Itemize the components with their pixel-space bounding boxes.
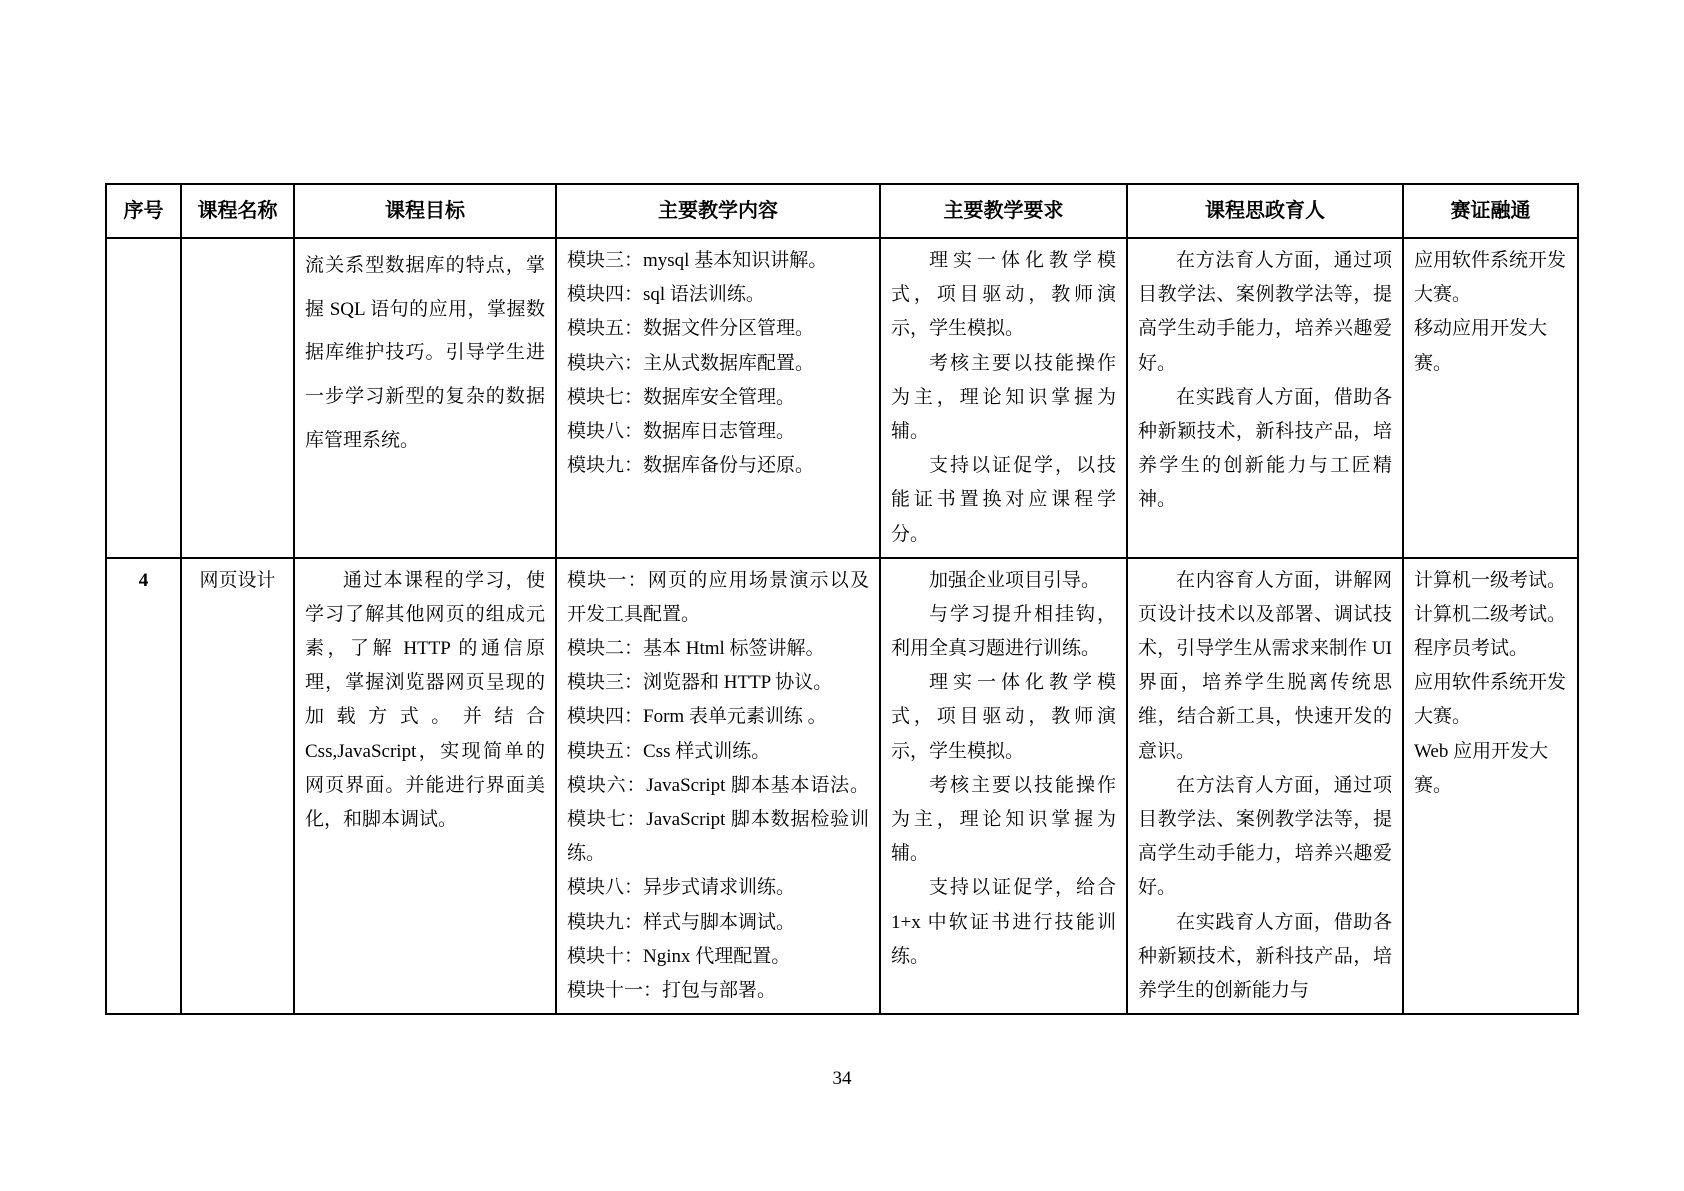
cell-ideology-row2 [1127,558,1403,1014]
requirements-paragraph: 考核主要以技能操作为主，理论知识掌握为辅。 [891,774,1116,865]
content-module-item: 模块六：JavaScript 脚本基本语法。模块七：JavaScript 脚本数据检验训练。 [567,774,869,865]
header-cell-requirements: 主要教学要求 [880,184,1127,238]
course-table [105,183,1579,1015]
content-module-item: 模块九：样式与脚本调试。 [567,911,796,933]
cell-requirements-row2 [880,558,1127,1014]
certification-item: 移动应用开发大赛。 [1414,318,1548,374]
header-cell-course-name: 课程名称 [181,184,294,238]
cell-certification-row2 [1403,558,1578,1014]
page-number: 34 [832,1068,852,1089]
cell-course-name-row2: 网页设计 [181,558,294,1014]
content-module-item: 模块二：基本 Html 标签讲解。 [567,638,825,660]
content-module-item: 模块三：mysql 基本知识讲解。 [567,250,828,271]
content-module-item: 模块一：网页的应用场景演示以及开发工具配置。 [567,569,869,625]
objectives-paragraph: 通过本课程的学习，使学习了解其他网页的组成元素，了解 HTTP 的通信原理，掌握浏览器网页呈现的加载方式。并结合 Css,JavaScript，实现简单的网页界面。并能进行界面美化，和脚本调试。 [305,569,545,830]
requirements-paragraph: 加强企业项目引导。 [929,569,1101,591]
requirements-paragraph: 与学习提升相挂钩，利用全真习题进行训练。 [891,603,1116,660]
certification-item: 程序员考试。 [1414,638,1529,660]
cell-content-row2 [556,558,880,1014]
certification-item: 计算机二级考试。 [1414,603,1567,625]
cell-certification-row1 [1403,238,1578,558]
header-cell-content: 主要教学内容 [556,184,880,238]
certification-item: 应用软件系统开发大赛。 [1414,672,1567,728]
ideology-paragraph: 在实践育人方面，借助各种新颖技术，新科技产品，培养学生的创新能力与 [1138,911,1392,1001]
cell-seq-row1 [106,238,181,558]
requirements-paragraph: 理实一体化教学模式，项目驱动，教师演示，学生模拟。 [891,250,1116,340]
requirements-paragraph: 考核主要以技能操作为主，理论知识掌握为辅。 [891,352,1116,442]
requirements-paragraph: 理实一体化教学模式，项目驱动，教师演示，学生模拟。 [891,672,1116,762]
ideology-paragraph: 在方法育人方面，通过项目教学法、案例教学法等，提高学生动手能力，培养兴趣爱好。 [1138,250,1392,374]
objectives-paragraph: 流关系型数据库的特点，掌握 SQL 语句的应用，掌握数据库维护技巧。引导学生进一步学习新型的复杂的数据库管理系统。 [305,255,545,451]
header-cell-seq: 序号 [106,184,181,238]
content-module-item: 模块七：数据库安全管理。 [567,386,796,408]
certification-item: 应用软件系统开发大赛。 [1414,250,1567,306]
cell-objectives-row1 [294,238,556,558]
ideology-paragraph: 在内容育人方面，讲解网页设计技术以及部署、调试技术，引导学生从需求来制作 UI 界面，培养学生脱离传统思维，结合新工具，快速开发的意识。 [1138,569,1392,762]
ideology-paragraph: 在实践育人方面，借助各种新颖技术，新科技产品，培养学生的创新能力与工匠精神。 [1138,386,1392,511]
certification-item: Web 应用开发大赛。 [1414,740,1549,796]
content-module-item: 模块三：浏览器和 HTTP 协议。 [567,672,833,694]
cell-content-row1 [556,238,880,558]
table-row-continuation [106,238,1578,558]
content-module-item: 模块五：数据文件分区管理。 [567,318,815,340]
content-module-item: 模块四：Form 表单元素训练 。 [567,706,827,728]
content-module-item: 模块八：异步式请求训练。 [567,877,796,899]
header-cell-objectives: 课程目标 [294,184,556,238]
cell-course-name-row1 [181,238,294,558]
requirements-paragraph: 支持以证促学，给合 1+x 中软证书进行技能训练。 [891,877,1116,967]
requirements-paragraph: 支持以证促学，以技能证书置换对应课程学分。 [891,455,1116,545]
ideology-paragraph: 在方法育人方面，通过项目教学法、案例教学法等，提高学生动手能力，培养兴趣爱好。 [1138,774,1392,899]
table-row-4 [106,558,1578,1014]
cell-ideology-row1 [1127,238,1403,558]
content-module-item: 模块十：Nginx 代理配置。 [567,945,791,967]
header-cell-certification: 赛证融通 [1403,184,1578,238]
cell-objectives-row2 [294,558,556,1014]
content-module-item: 模块五：Css 样式训练。 [567,740,771,762]
certification-item: 计算机一级考试。 [1414,569,1567,591]
content-module-item: 模块十一：打包与部署。 [567,979,777,1001]
header-cell-ideology: 课程思政育人 [1127,184,1403,238]
cell-seq-row2: 4 [106,558,181,1014]
content-module-item: 模块四：sql 语法训练。 [567,284,765,306]
content-module-item: 模块六：主从式数据库配置。 [567,352,815,374]
content-module-item: 模块九：数据库备份与还原。 [567,455,815,477]
table-header-row [106,184,1578,238]
content-module-item: 模块八：数据库日志管理。 [567,420,796,442]
cell-requirements-row1 [880,238,1127,558]
